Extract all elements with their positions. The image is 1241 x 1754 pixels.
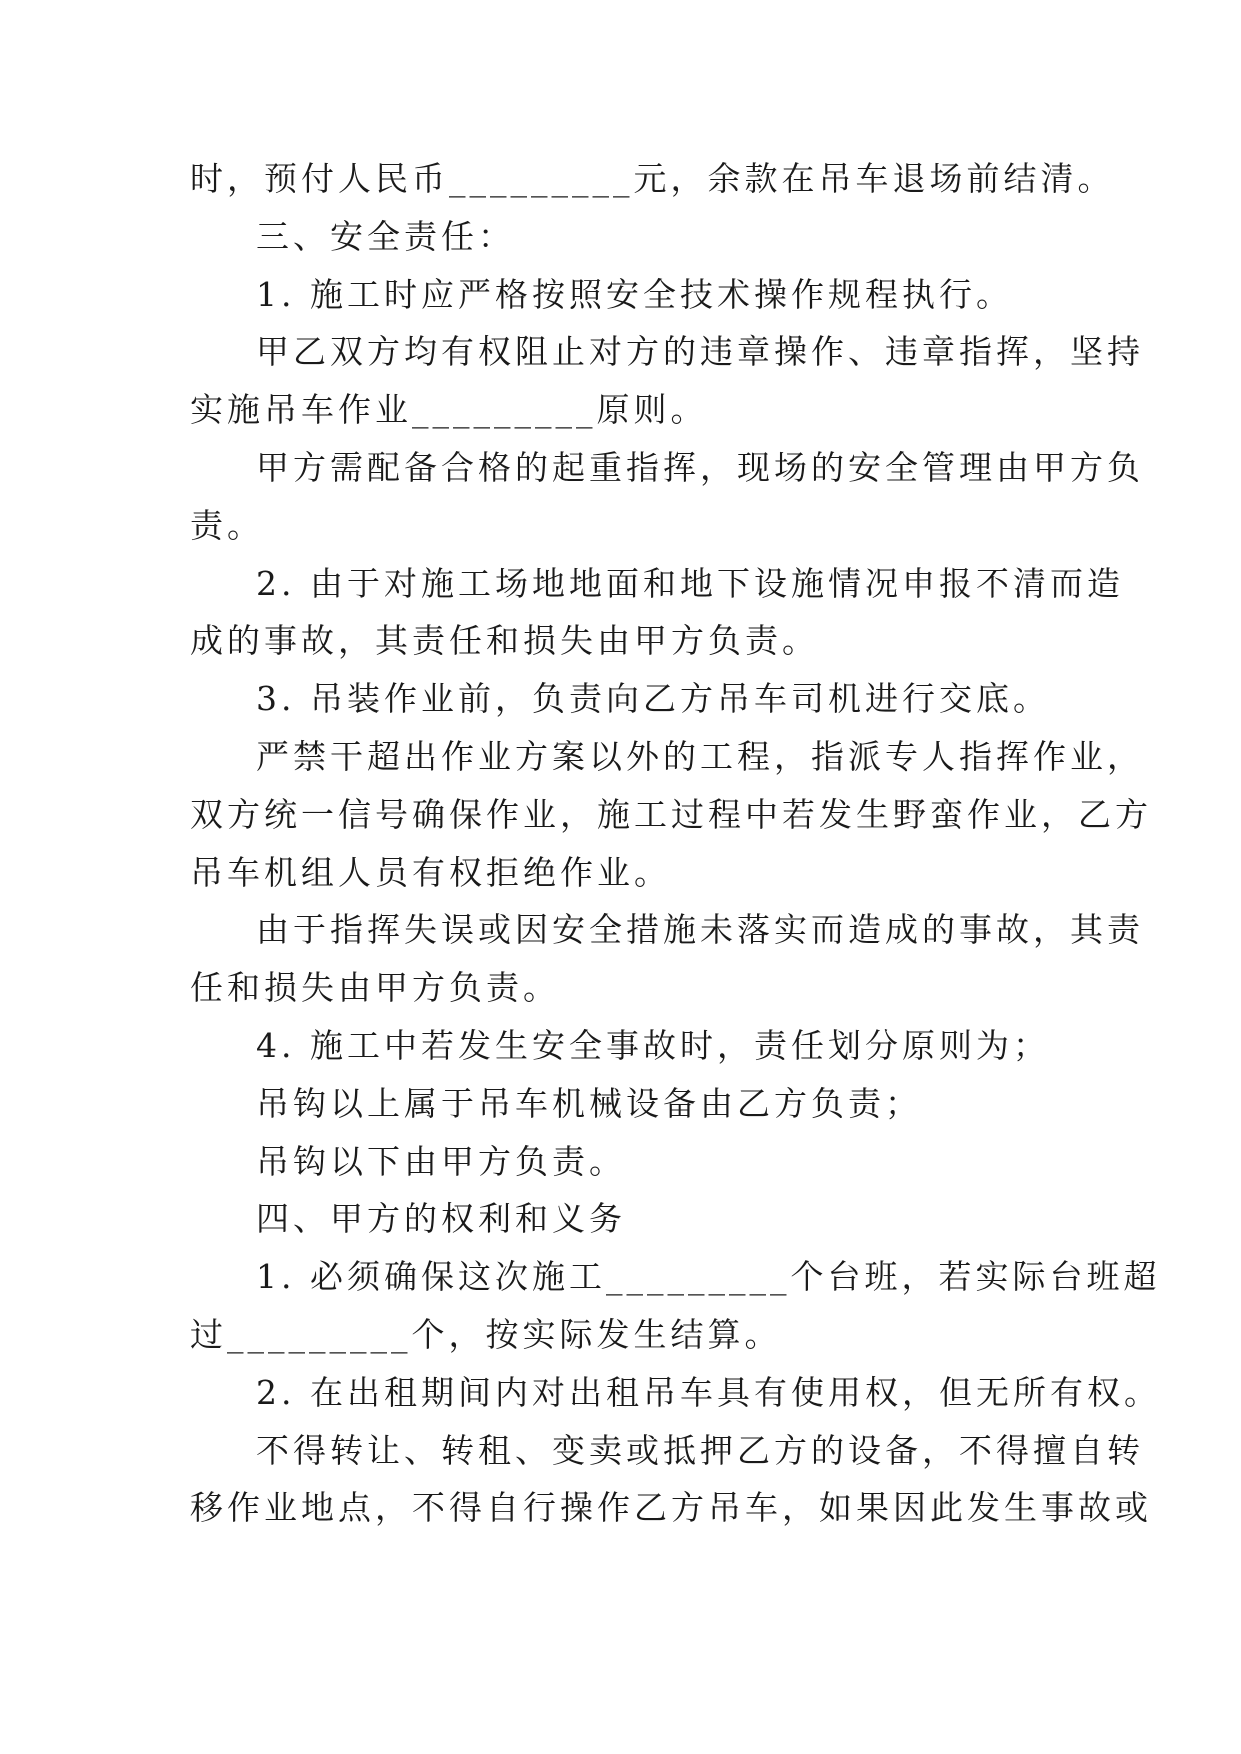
document-line: 时，预付人民币_________元，余款在吊车退场前结清。 xyxy=(190,159,1115,198)
document-line: 责。 xyxy=(190,505,264,545)
document-line: 三、安全责任： xyxy=(256,216,515,256)
document-line: 吊钩以上属于吊车机械设备由乙方负责； xyxy=(256,1083,922,1123)
document-line: 吊车机组人员有权拒绝作业。 xyxy=(190,852,671,892)
document-line: 双方统一信号确保作业，施工过程中若发生野蛮作业，乙方 xyxy=(190,794,1152,834)
document-line: 2. 由于对施工场地地面和地下设施情况申报不清而造 xyxy=(256,563,1124,603)
document-line: 甲方需配备合格的起重指挥，现场的安全管理由甲方负 xyxy=(256,447,1144,487)
document-line: 由于指挥失误或因安全措施未落实而造成的事故，其责 xyxy=(256,910,1144,950)
document-line: 2. 在出租期间内对出租吊车具有使用权，但无所有权。 xyxy=(256,1372,1161,1412)
document-line: 不得转让、转租、变卖或抵押乙方的设备，不得擅自转 xyxy=(256,1430,1144,1470)
document-line: 严禁干超出作业方案以外的工程，指派专人指挥作业， xyxy=(256,736,1144,776)
document-body xyxy=(190,150,1161,1537)
document-line: 过_________个，按实际发生结算。 xyxy=(190,1314,782,1354)
document-line: 四、甲方的权利和义务 xyxy=(256,1199,626,1239)
document-line: 4. 施工中若发生安全事故时，责任划分原则为； xyxy=(256,1025,1050,1065)
document-line: 实施吊车作业_________原则。 xyxy=(190,390,708,430)
document-line: 任和损失由甲方负责。 xyxy=(190,968,560,1008)
document-line: 成的事故，其责任和损失由甲方负责。 xyxy=(190,621,819,661)
document-line: 移作业地点，不得自行操作乙方吊车，如果因此发生事故或 xyxy=(190,1488,1152,1528)
document-line: 1. 必须确保这次施工_________个台班，若实际台班超 xyxy=(256,1257,1161,1297)
document-line: 吊钩以下由甲方负责。 xyxy=(256,1141,626,1181)
document-line: 1. 施工时应严格按照安全技术操作规程执行。 xyxy=(256,274,1013,314)
document-line: 3. 吊装作业前，负责向乙方吊车司机进行交底。 xyxy=(256,679,1050,719)
document-line: 甲乙双方均有权阻止对方的违章操作、违章指挥，坚持 xyxy=(256,332,1144,372)
